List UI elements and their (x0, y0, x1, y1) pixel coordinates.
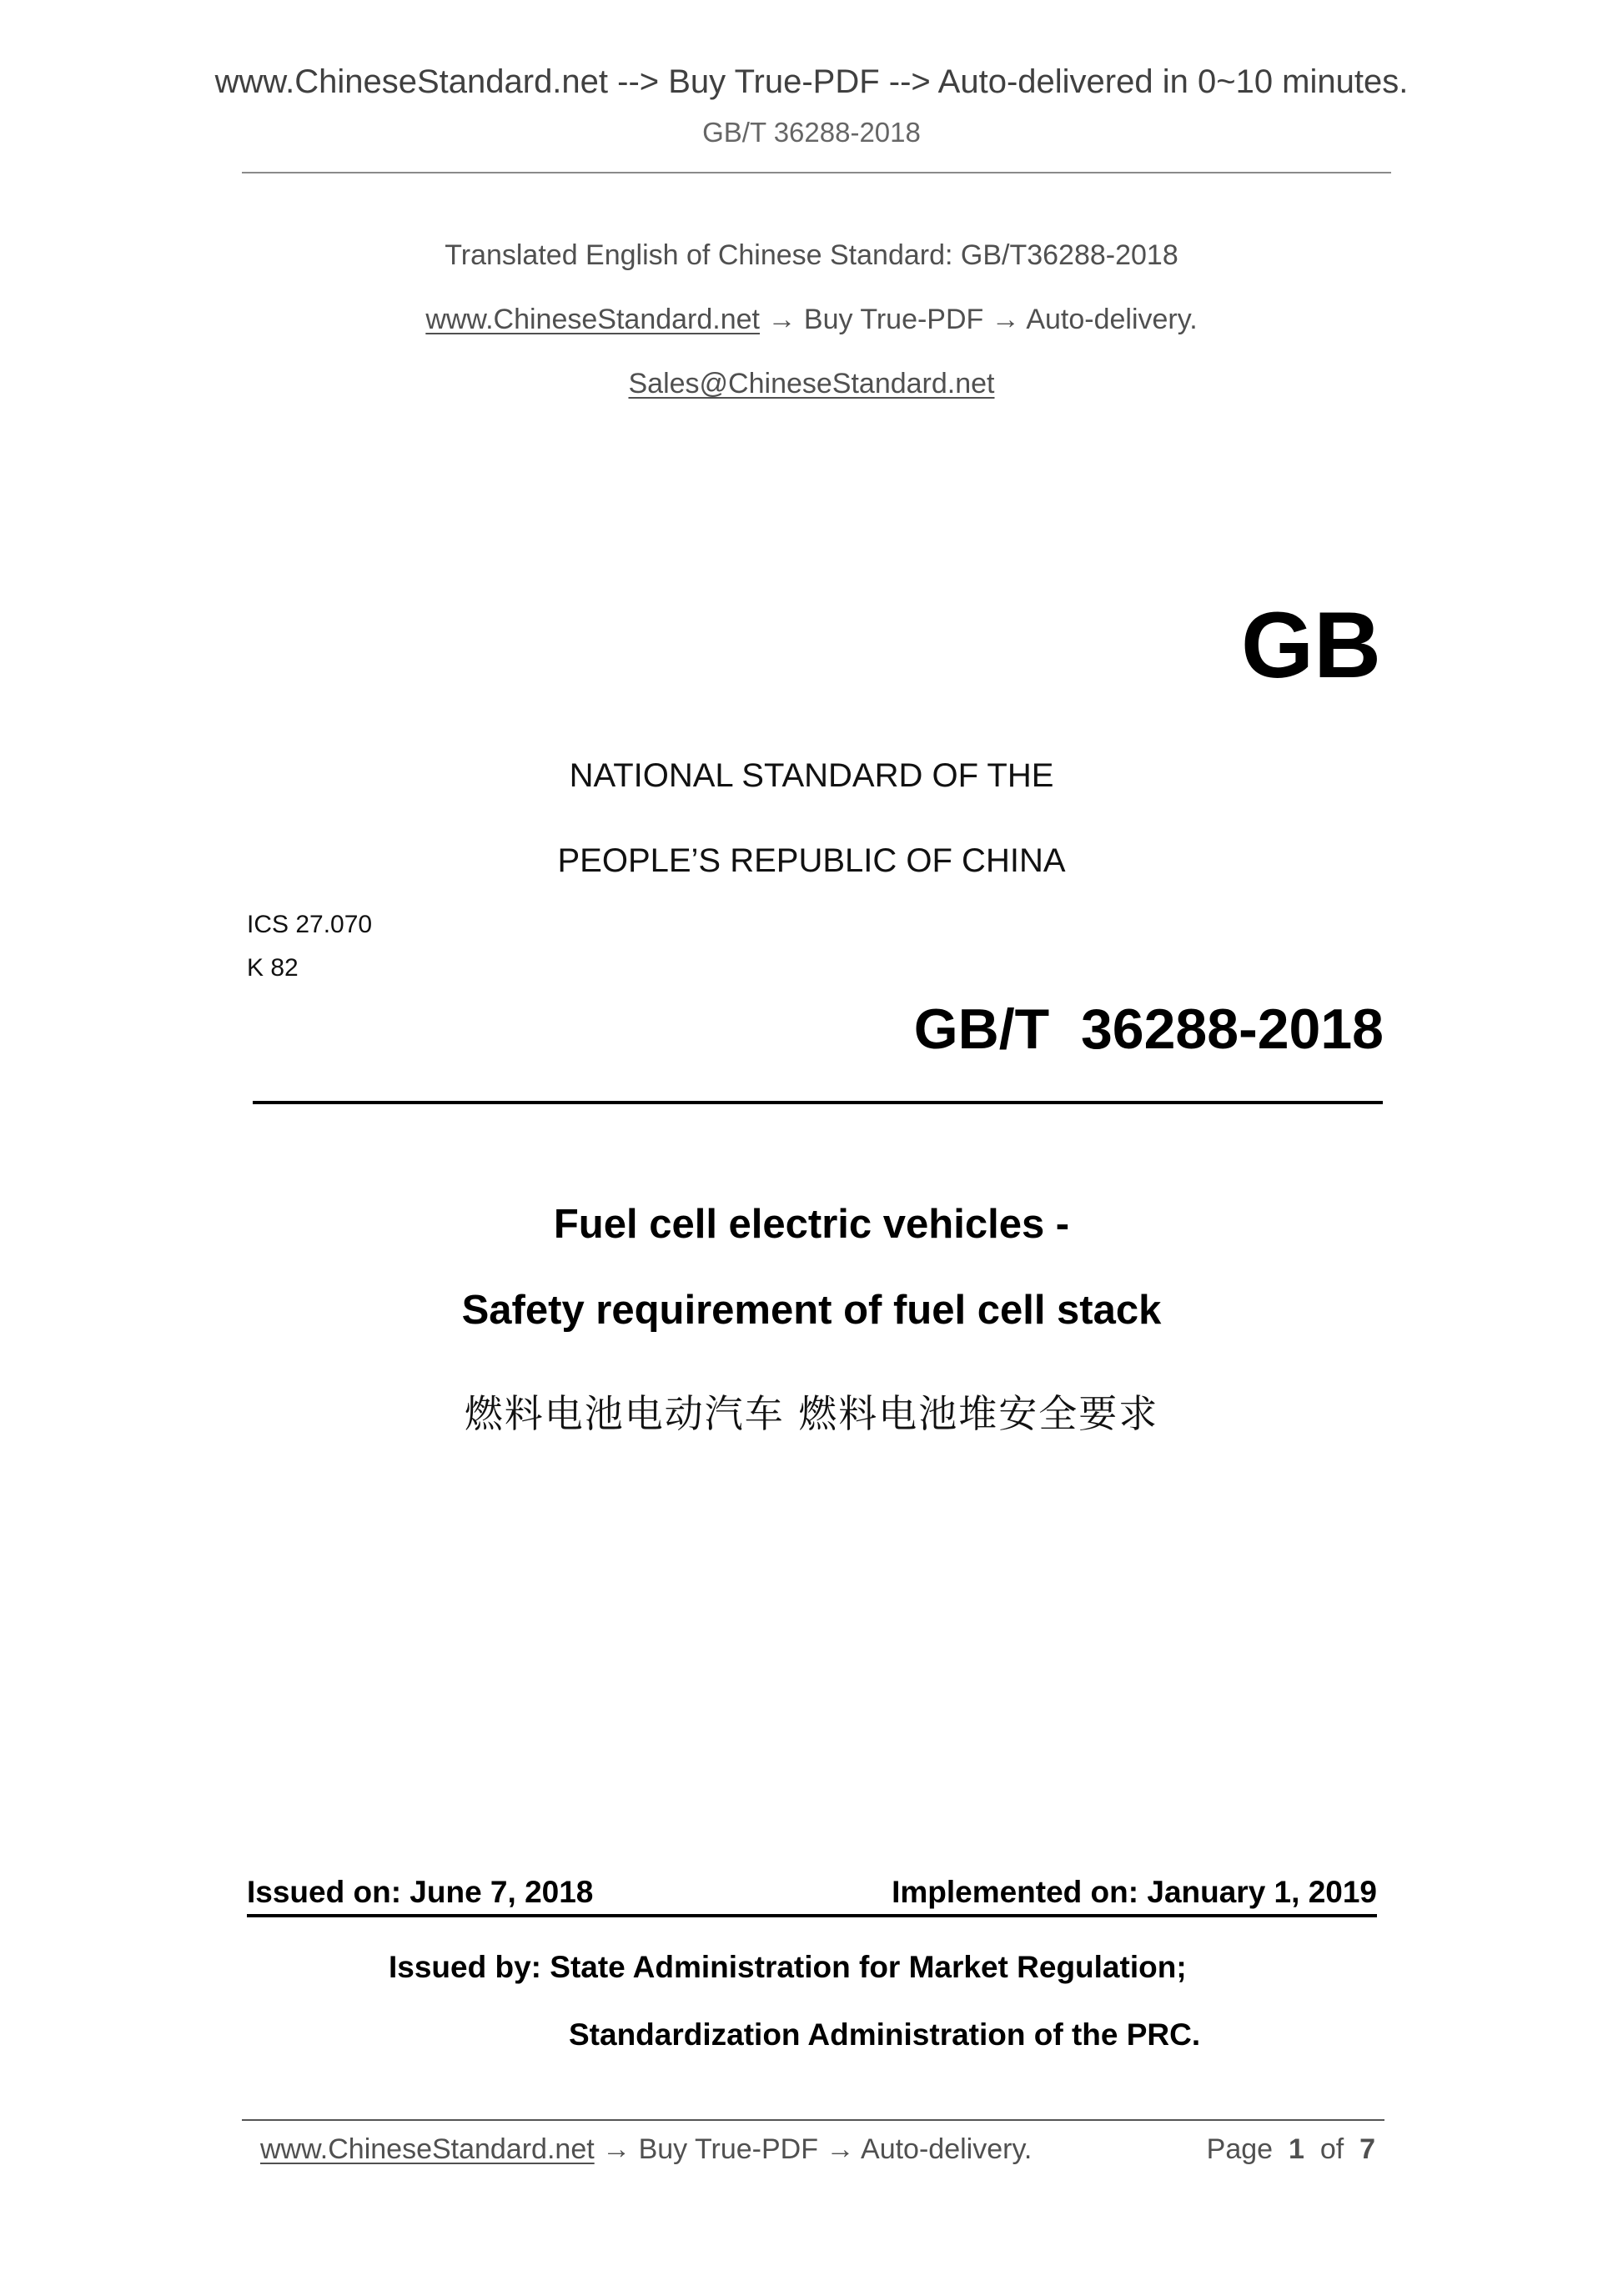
header-divider (242, 172, 1391, 173)
page-indicator (1207, 2135, 1375, 2163)
title-en-line-2: Safety requirement of fuel cell stack (461, 1288, 1162, 1333)
page-of: of (1319, 2133, 1344, 2165)
site-link[interactable]: www.ChineseStandard.net (425, 304, 760, 335)
standard-number: GB/T 36288-2018 (913, 997, 1384, 1061)
email-line (0, 369, 1623, 398)
ics-code: ICS 27.070 (247, 911, 373, 938)
issued-by-line-2: Standardization Administration of the PRC. (569, 2017, 1201, 2052)
footer-divider (242, 2119, 1384, 2121)
national-standard-line-2: PEOPLE’S REPUBLIC OF CHINA (557, 842, 1066, 879)
email-link[interactable]: Sales@ChineseStandard.net (628, 368, 995, 399)
classification-code: K 82 (247, 954, 299, 982)
header-banner: www.ChineseStandard.net --> Buy True-PDF --> Auto-delivered in 0~10 minutes. (214, 63, 1409, 100)
title-cn: 燃料电池电动汽车 燃料电池堆安全要求 (464, 1391, 1159, 1436)
arrow-right-icon: → (991, 304, 1020, 335)
national-standard-line-1: NATIONAL STANDARD OF THE (569, 757, 1054, 794)
issued-by-line-1: Issued by: State Administration for Market Regulation; (389, 1950, 1187, 1984)
issue-divider (247, 1914, 1377, 1917)
page-label: Page (1206, 2133, 1274, 2165)
header-doc-code: GB/T 36288-2018 (702, 117, 921, 148)
page-total: 7 (1359, 2133, 1375, 2165)
arrow-right-icon: → (767, 304, 796, 335)
implemented-on: Implemented on: January 1, 2019 (892, 1875, 1377, 1909)
arrow-right-icon: → (826, 2133, 855, 2165)
footer-delivery-label: Auto-delivery. (861, 2133, 1033, 2165)
footer-site-link[interactable]: www.ChineseStandard.net (260, 2133, 595, 2165)
gb-mark: GB (1241, 593, 1381, 697)
arrow-right-icon: → (602, 2133, 631, 2165)
buy-label: Buy True-PDF (803, 304, 984, 335)
issued-on: Issued on: June 7, 2018 (247, 1875, 594, 1909)
title-en-line-1: Fuel cell electric vehicles - (553, 1202, 1070, 1247)
title-divider (253, 1101, 1383, 1104)
translation-title: Translated English of Chinese Standard: GB/T36288-2018 (445, 239, 1178, 271)
footer-link-line (260, 2135, 1032, 2163)
footer-buy-label: Buy True-PDF (638, 2133, 818, 2165)
delivery-label: Auto-delivery. (1026, 304, 1198, 335)
page-current: 1 (1288, 2133, 1304, 2165)
translation-link-line (0, 305, 1623, 334)
